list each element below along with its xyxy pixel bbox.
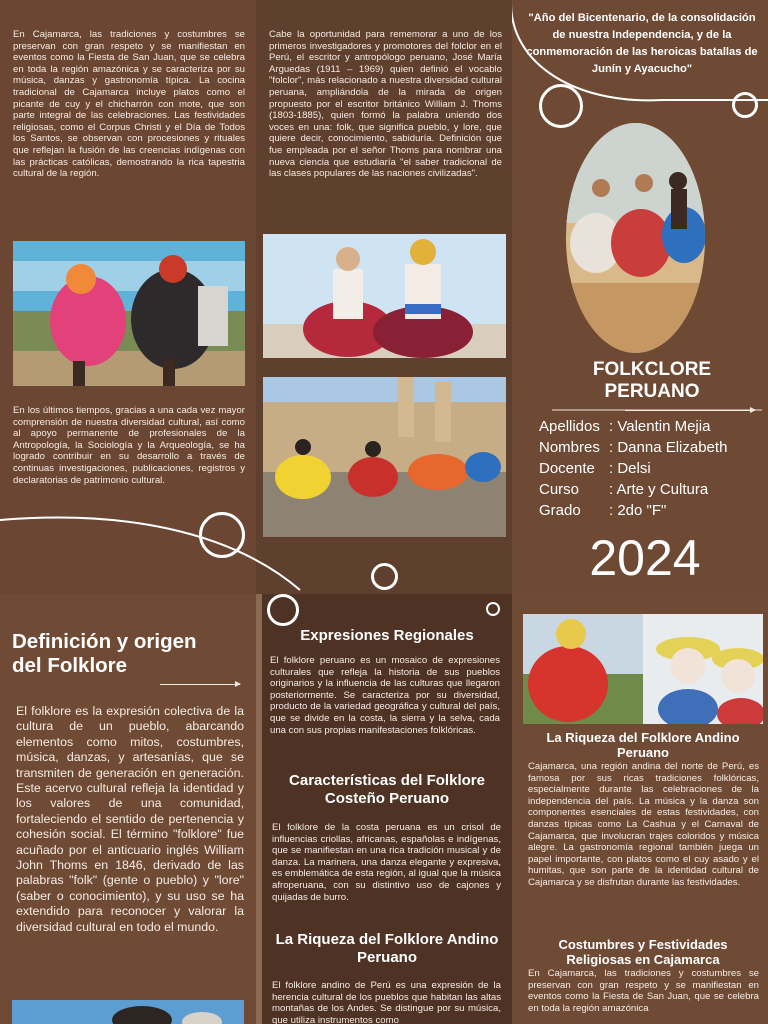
andino-title: La Riqueza del Folklore Andino Peruano — [275, 931, 499, 966]
info-label: Curso — [539, 481, 580, 498]
info-row-nombres — [539, 439, 768, 456]
photo-bottom-left — [12, 1000, 244, 1024]
info-label: Grado — [539, 502, 581, 519]
expresiones-title: Expresiones Regionales — [300, 627, 474, 644]
info-row-grado — [539, 502, 768, 519]
info-row-curso — [539, 481, 768, 498]
cover-ring-right — [732, 92, 758, 118]
info-row-apellidos — [539, 418, 768, 435]
cover-arrow — [625, 410, 755, 411]
ring-col2 — [371, 563, 398, 590]
photo-dancing-couple — [263, 234, 506, 358]
investigation-paragraph: En los últimos tiempos, gracias a una cada vez mayor comprensión de nuestra diversidad cultural, así como al apoyo permanente de profesionales de la Antropología, la Sociología y la Arqueología, se ha logrado contribuir en su desarrollo a través de continuas investigaciones, publicaciones, registros y declaratorias de patrimonio cultural. — [13, 405, 245, 486]
definicion-body: El folklore es la expresión colectiva de la cultura de un pueblo, abarcando elementos como mitos, costumbres, música, danzas, y artesanías, que se transmiten de generación en generación. Este acervo cultural refleja la identidad y los valores de una comunidad, fortaleciendo el sentido de pertenencia y cohesión social. El término "folklore" fue acuñado por el anticuario inglés William John Thoms en 1846, derivado de las palabras "folk" (gente o pueblo) y "lore" (saber o conocimiento), y su uso se ha extendido para reconocer y valorar la diversidad cultural en todo el mundo. — [16, 704, 244, 934]
info-label: Apellidos — [539, 418, 600, 435]
costeno-body: El folklore de la costa peruana es un crisol de influencias criollas, africanas, españolas e indígenas, que se manifiestan en una rica tradición musical y de danza. La marinera, una danza elegante y expresiva, es emblemática de esta región, al igual que la música afroperuana, con su distintivo uso de cajones y quijadas de burro. — [272, 822, 501, 903]
andino-body: El folklore andino de Perú es una expresión de la herencia cultural de los pueblos que habitan las altas montañas de los Andes. Se distingue por su música, que utiliza instrumentos como — [272, 980, 501, 1024]
cover-ring-left — [539, 84, 583, 128]
festividades-body: En Cajamarca, las tradiciones y costumbres se preservan con gran respeto y se manifiestan en eventos como la Fiesta de San Juan, que se celebra en toda la región amazónica — [528, 968, 759, 1014]
definicion-title-line2: del Folklore — [12, 654, 128, 677]
photo-andean-masks — [523, 614, 763, 724]
costeno-title: Características del Folklore Costeño Peruano — [289, 772, 485, 807]
info-label: Nombres — [539, 439, 600, 456]
info-label: Docente — [539, 460, 595, 477]
cover-title-line2: PERUANO — [604, 381, 700, 402]
info-value: : Arte y Cultura — [609, 481, 709, 498]
cover-year: 2024 — [589, 530, 701, 586]
cajamarca-paragraph: En Cajamarca, las tradiciones y costumbres se preservan con gran respeto y se manifiestan en eventos como la Fiesta de San Juan, que se celebra en toda la región amazónica y se caracteriza por su música, danzas y gastronomía típica. La cocina tradicional de Cajamarca incluye platos como el picante de cuy y el chicharrón con mote, que son parte integral de las celebraciones. Las festividades religiosas, como el Corpus Christi y el Día de Todos los Santos, se observan con procesiones y rituales que reflejan la fusión de las creencias indígenas con las prácticas católicas, demostrando la rica tapestria cultural de la región. — [13, 29, 245, 180]
info-value: : 2do "F" — [609, 502, 667, 519]
panel-definicion — [0, 594, 256, 1024]
cover-title-line1: FOLKCLORE — [592, 359, 712, 380]
info-value: : Delsi — [609, 460, 651, 477]
photo-masked-dancers — [13, 241, 245, 386]
cover-quote: "Año del Bicentenario, de la consolidación de nuestra Independencia, y de la conmemoración de las heroicas batallas de Junín y Ayacucho" — [526, 12, 758, 75]
andino-riqueza-body: Cajamarca, una región andina del norte de Perú, es famosa por sus ricas tradiciones folklóricas, especialmente durante las celebraciones de la independencia del país. La música y la danza son componentes esenciales de estas festividades, con danzas típicas como La Cashua y el Carnaval de Cajamarca, que involucran trajes coloridos y música alegre. La gastronomía regional también juega un papel importante, con platos como el cuy asado y el humitas, que son parte de la identidad cultural de Cajamarca y se disfrutan durante las festividades. — [528, 761, 759, 888]
ring-col1 — [199, 512, 245, 558]
info-value: : Danna Elizabeth — [609, 439, 728, 456]
info-row-docente — [539, 460, 768, 477]
info-value: : Valentin Mejia — [609, 418, 711, 435]
festividades-title: Costumbres y Festividades Religiosas en Cajamarca — [558, 937, 728, 967]
ring-expresiones-left — [267, 594, 299, 626]
ring-expresiones-right — [486, 602, 500, 616]
arguedas-paragraph: Cabe la oportunidad para rememorar a uno de los primeros investigadores y promotores del folclor en el Perú, el escritor y antropólogo peruano, José María Arguedas (1911 – 1969) quien definió el vocablo "folclor", más relacionado a nuestra diversidad cultural peruana, ampliándola de la mirada de origen propuesto por el escritor británico William J. Thoms (1803-1885), quien formó la palabra uniendo dos voces en una: folk, que significa pueblo, y lore, que quiere decir, conocimiento, sabiduría. Definición que fue empleada por el señor Thoms para nombrar una nueva ciencia que estudiaría "el saber tradicional de las clases populares de las naciones civilizadas". — [269, 29, 502, 180]
panel-andino — [512, 594, 768, 1024]
definicion-title-line1: Definición y origen — [12, 630, 197, 653]
definicion-arrow — [160, 684, 240, 685]
andino-riqueza-title: La Riqueza del Folklore Andino Peruano — [546, 730, 740, 760]
panel-expresiones — [262, 594, 512, 1024]
expresiones-body: El folklore peruano es un mosaico de expresiones culturales que refleja la historia de sus pueblos originarios y la influencia de las culturas que llegaron posteriormente. Se caracteriza por su diversidad, producto de la variedad geográfica y cultural del país, que se divide en la costa, la sierra y la selva, cada una con sus propias manifestaciones folklóricas. — [270, 655, 500, 736]
photo-oval-dancers — [566, 123, 705, 353]
